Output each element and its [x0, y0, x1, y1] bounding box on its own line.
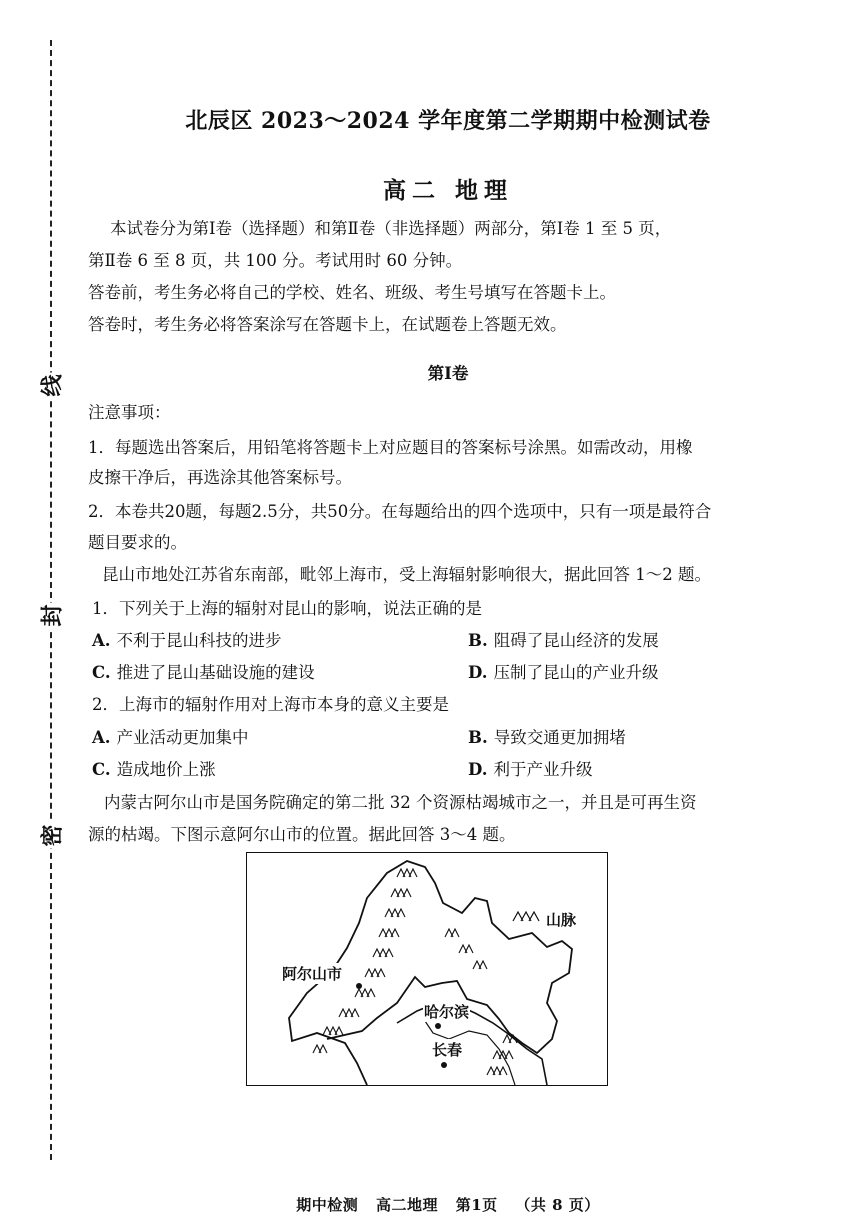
city-label-arxan: 阿尔山市: [282, 965, 343, 983]
binding-char-seal: 封: [36, 603, 67, 629]
option-text: 造成地价上涨: [116, 760, 216, 779]
footer-exam: 期中检测: [296, 1196, 359, 1214]
passage-1: 昆山市地处江苏省东南部，毗邻上海市，受上海辐射影响很大，据此回答 1～2 题。: [102, 565, 711, 584]
option-letter: C.: [92, 760, 111, 779]
changchun-dot: [441, 1062, 447, 1068]
option-letter: C.: [92, 663, 111, 682]
notes-heading: 注意事项：: [88, 403, 171, 422]
q1-option-c: [92, 662, 315, 684]
city-label-harbin: 哈尔滨: [424, 1003, 470, 1021]
q1-option-a: [92, 630, 282, 652]
harbin-dot: [435, 1023, 441, 1029]
q2-option-b: [468, 727, 626, 749]
footer-page: 第1页: [455, 1196, 498, 1214]
q1-option-b: [468, 630, 659, 652]
q2-option-a: [92, 727, 249, 749]
binding-dashed-line: [50, 40, 52, 1160]
intro-line-2: 第Ⅱ卷 6 至 8 页，共 100 分。考试用时 60 分钟。: [88, 251, 463, 270]
option-text: 推进了昆山基础设施的建设: [116, 663, 315, 682]
q2-stem: 2．上海市的辐射作用对上海市本身的意义主要是: [92, 695, 449, 714]
passage-2-line-1: 内蒙古阿尔山市是国务院确定的第二批 32 个资源枯竭城市之一，并且是可再生资: [104, 793, 697, 812]
option-letter: A.: [92, 631, 111, 650]
mountain-range-lesser: [445, 929, 487, 969]
page-footer: [88, 1194, 808, 1215]
option-letter: D.: [468, 663, 488, 682]
q2-option-d: [468, 759, 592, 781]
city-label-changchun: 长春: [432, 1041, 463, 1059]
legend-mountain-icon: [513, 912, 539, 921]
exam-title: 北辰区 2023～2024 学年度第二学期期中检测试卷: [185, 108, 711, 134]
option-text: 导致交通更加拥堵: [493, 728, 626, 747]
option-letter: A.: [92, 728, 111, 747]
mountain-range-main: [313, 869, 417, 1053]
arxan-dot: [356, 983, 362, 989]
note-2-line-2: 题目要求的。: [88, 533, 187, 552]
note-1-line-2: 皮擦干净后，再选涂其他答案标号。: [88, 468, 352, 487]
passage-2-line-2: 源的枯竭。下图示意阿尔山市的位置。据此回答 3～4 题。: [88, 825, 516, 844]
location-map: [246, 852, 608, 1086]
binding-char-secret: 密: [36, 823, 67, 849]
intro-line-1: 本试卷分为第Ⅰ卷（选择题）和第Ⅱ卷（非选择题）两部分，第Ⅰ卷 1 至 5 页，: [110, 219, 672, 238]
option-letter: D.: [468, 760, 488, 779]
option-text: 阻碍了昆山经济的发展: [493, 631, 659, 650]
q1-stem: 1．下列关于上海的辐射对昆山的影响，说法正确的是: [92, 599, 482, 618]
footer-total: （共 8 页）: [515, 1196, 600, 1214]
option-text: 压制了昆山的产业升级: [493, 663, 659, 682]
note-2-line-1: 2．本卷共20题，每题2.5分，共50分。在每题给出的四个选项中，只有一项是最符合: [88, 502, 712, 521]
option-letter: B.: [468, 728, 488, 747]
option-text: 不利于昆山科技的进步: [116, 631, 282, 650]
q2-option-c: [92, 759, 216, 781]
intro-line-3: 答卷前，考生务必将自己的学校、姓名、班级、考生号填写在答题卡上。: [88, 283, 616, 302]
binding-line: [38, 40, 66, 1160]
option-text: 产业活动更加集中: [116, 728, 249, 747]
legend-mountain-label: 山脉: [546, 911, 577, 929]
note-1-line-1: 1．每题选出答案后，用铅笔将答题卡上对应题目的答案标号涂黑。如需改动，用橡: [88, 438, 693, 457]
exam-subtitle: 高二 地理: [382, 177, 513, 204]
footer-subject: 高二地理: [375, 1196, 438, 1214]
binding-char-line: 线: [36, 373, 67, 399]
intro-line-4: 答卷时，考生务必将答案涂写在答题卡上，在试题卷上答题无效。: [88, 315, 567, 334]
option-letter: B.: [468, 631, 488, 650]
section-title: 第Ⅰ卷: [427, 364, 469, 383]
q1-option-d: [468, 662, 658, 684]
option-text: 利于产业升级: [493, 760, 593, 779]
